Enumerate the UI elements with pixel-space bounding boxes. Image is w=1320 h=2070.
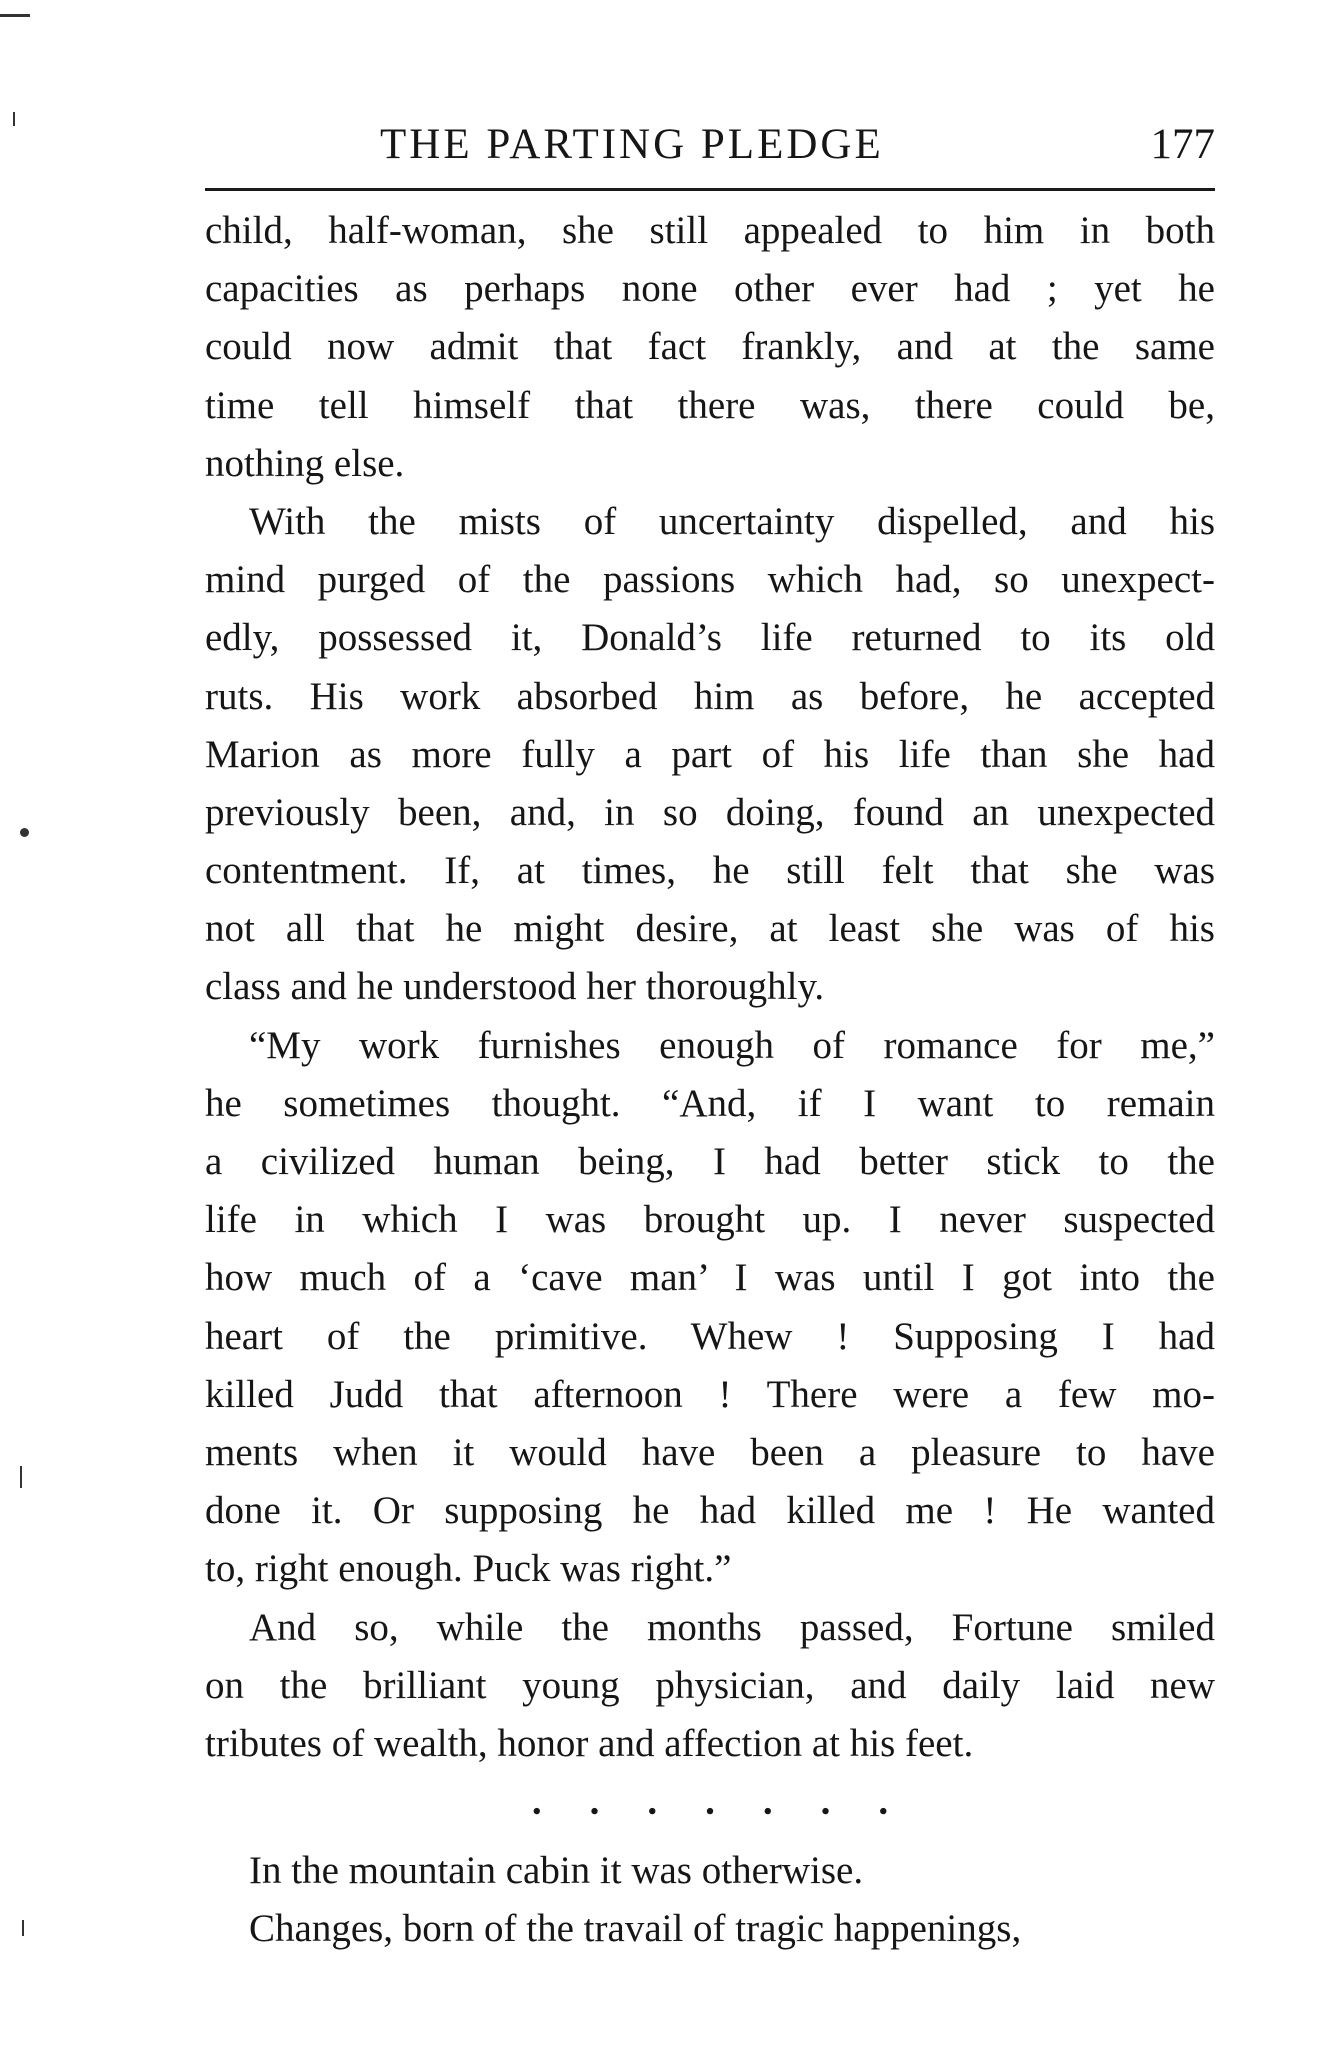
text-line: class and he understood her thoroughly. <box>205 965 825 1009</box>
scan-margin-mark <box>20 1466 22 1488</box>
header-rule <box>205 188 1215 191</box>
text-line: contentment. If, at times, he still felt that she was <box>205 849 1215 893</box>
text-line: In the mountain cabin it was otherwise. <box>249 1849 864 1892</box>
scan-margin-mark <box>0 14 30 17</box>
body-text <box>205 202 1215 1773</box>
section-break-dot: . <box>762 1780 773 1823</box>
text-line: child, half-woman, she still appealed to him in both <box>205 209 1215 252</box>
text-line: to, right enough. Puck was right.” <box>205 1547 732 1591</box>
scan-margin-mark <box>22 1920 24 1936</box>
page-number: 177 <box>1150 121 1215 168</box>
text-line: how much of a ‘cave man’ I was until I got into the <box>205 1256 1215 1300</box>
section-break-dot: . <box>705 1780 715 1823</box>
text-line: on the brilliant young physician, and daily laid new <box>205 1663 1215 1707</box>
text-line: And so, while the months passed, Fortune smiled <box>249 1605 1215 1649</box>
text-line: “My work furnishes enough of romance for me,” <box>249 1023 1215 1067</box>
text-line: not all that he might desire, at least she was of his <box>205 907 1215 951</box>
section-break-dot: . <box>820 1780 831 1823</box>
text-line: mind purged of the passions which had, so unexpect- <box>205 558 1215 602</box>
text-line: capacities as perhaps none other ever had ; yet he <box>205 267 1215 311</box>
text-line: done it. Or supposing he had killed me ! He wanted <box>205 1489 1215 1533</box>
text-line: previously been, and, in so doing, found an unexpected <box>205 790 1215 834</box>
text-line: heart of the primitive. Whew ! Supposing I had <box>205 1314 1215 1358</box>
text-line: With the mists of uncertainty dispelled, and his <box>249 499 1215 543</box>
section-break-dot: . <box>531 1780 542 1823</box>
text-line: time tell himself that there was, there could be, <box>205 383 1215 427</box>
body-text-after-break <box>205 1842 1215 1958</box>
text-line: life in which I was brought up. I never suspected <box>205 1198 1215 1242</box>
running-title: THE PARTING PLEDGE <box>380 121 884 168</box>
text-line: tributes of wealth, honor and affection at his feet. <box>205 1721 974 1765</box>
text-line: Marion as more fully a part of his life than she had <box>205 732 1215 776</box>
text-line: he sometimes thought. “And, if I want to remain <box>205 1081 1215 1125</box>
scan-margin-mark <box>20 828 29 837</box>
section-break-dot: . <box>589 1780 600 1823</box>
section-break-dot: . <box>878 1780 889 1823</box>
text-line: nothing else. <box>205 441 405 485</box>
section-break-dot: . <box>647 1780 658 1823</box>
section-break-dots <box>205 1782 1215 1822</box>
text-line: edly, possessed it, Donald’s life returned to its old <box>205 616 1215 660</box>
text-line: killed Judd that afternoon ! There were a few mo- <box>205 1372 1215 1416</box>
text-line: ments when it would have been a pleasure to have <box>205 1430 1215 1474</box>
text-line: could now admit that fact frankly, and at the same <box>205 325 1215 369</box>
text-line: ruts. His work absorbed him as before, he accepted <box>205 674 1215 718</box>
text-line: a civilized human being, I had better stick to the <box>205 1140 1215 1183</box>
page-header <box>205 112 1215 182</box>
scan-margin-mark <box>13 112 15 126</box>
text-line: Changes, born of the travail of tragic happenings, <box>249 1907 1022 1951</box>
